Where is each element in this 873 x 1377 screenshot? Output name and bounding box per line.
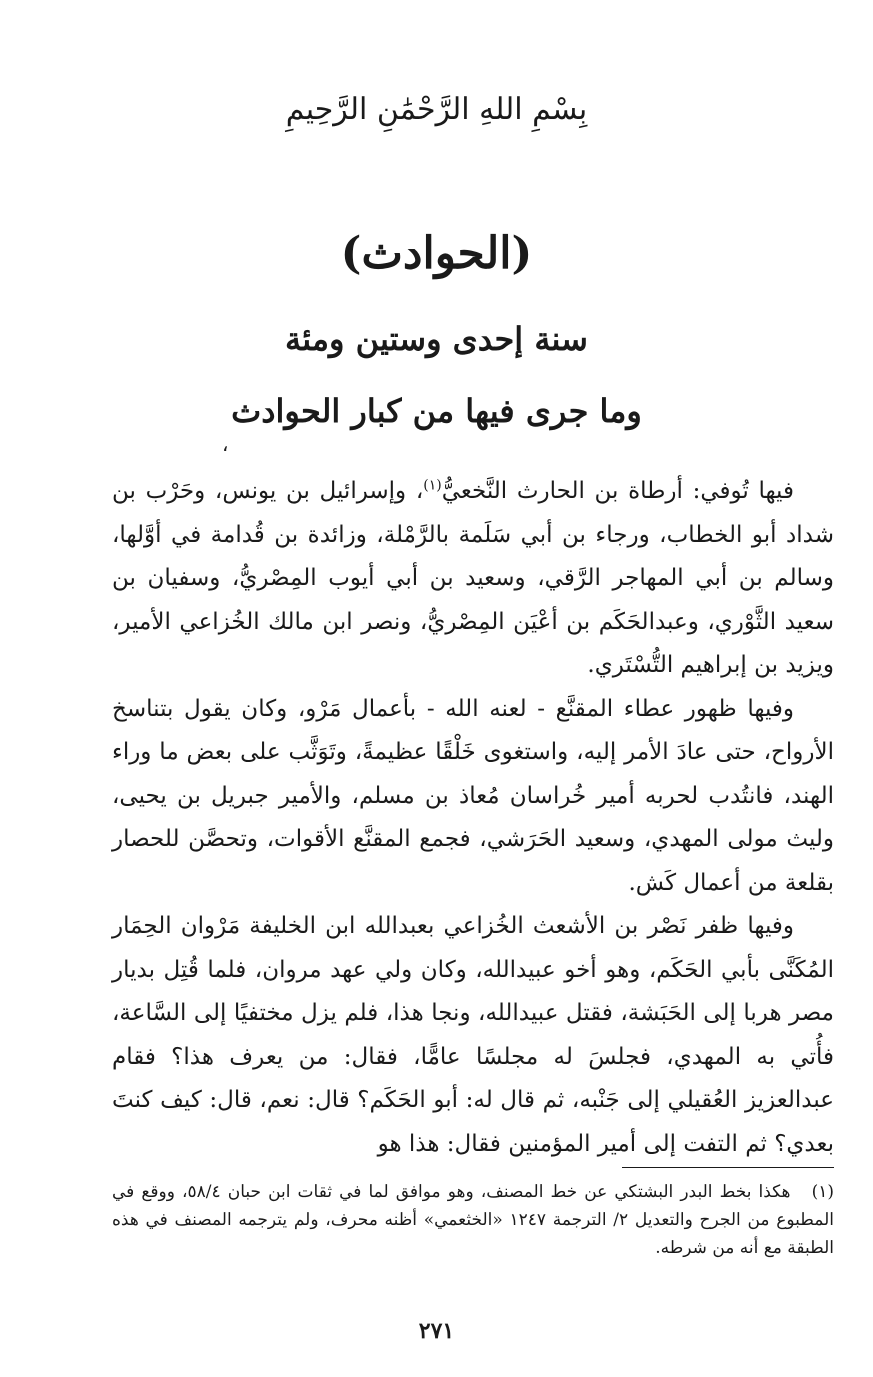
section-title: (الحوادث) — [340, 228, 533, 279]
page-number: ٢٧١ — [418, 1318, 455, 1344]
stray-mark: ، — [222, 432, 229, 456]
paragraph-deaths-rest: ، وإسرائيل بن يونس، وحَرْب بن شداد أبو الخطاب، ورجاء بن أبي سَلَمة بالرَّمْلة، وزائدة بن قُدامة في أوَّلها، وسالم بن أبي المهاجر الرَّقي، وسعيد بن أبي أيوب المِصْريُّ، وسفيان بن سعيد الثَّوْري، وعبدالحَكَم بن أعْيَن المِصْريُّ، ونصر ابن مالك الخُزاعي الأمير، ويزيد بن إبراهيم التُّسْتَري. — [112, 478, 834, 678]
paragraph-deaths-start: فيها تُوفي: أرطاة بن الحارث النَّخعيُّ — [441, 478, 794, 504]
subtitle-heading: وما جرى فيها من كبار الحوادث — [231, 392, 642, 430]
footnote-divider — [622, 1167, 834, 1168]
paragraph-deaths — [112, 470, 834, 688]
footnote-reference[interactable]: (١) — [423, 477, 442, 494]
year-heading: سنة إحدى وستين ومئة — [285, 320, 588, 358]
footnote — [112, 1178, 834, 1262]
main-text — [112, 470, 834, 1166]
paragraph-muqanna: وفيها ظهور عطاء المقنَّع - لعنه الله - بأعمال مَرْو، وكان يقول بتناسخ الأرواح، حتى عادَ الأمر إليه، واستغوى خَلْقًا عظيمةً، وتَوَثَّب على بعض ما وراء الهند، فانتُدب لحربه أمير خُراسان مُعاذ بن مسلم، والأمير جبريل بن يحيى، وليث مولى المهدي، وسعيد الحَرَشي، فجمع المقنَّع الأقوات، وتحصَّن للحصار بقلعة من أعمال كَش. — [112, 695, 834, 896]
basmala-header — [0, 92, 873, 127]
footnote-text: هكذا بخط البدر البشتكي عن خط المصنف، وهو موافق لما في ثقات ابن حبان ٥٨/٤، ووقع في المطبوع من الجرح والتعديل ٢/ الترجمة ١٢٤٧ «الخثعمي» أظنه محرف، ولم يترجمه المصنف في هذه الطبقة مع أنه من شرطه. — [112, 1182, 834, 1258]
paragraph-nasr: وفيها ظفر نَصْر بن الأشعث الخُزاعي بعبدالله ابن الخليفة مَرْوان الحِمَار المُكَنَّى بأبي الحَكَم، وهو أخو عبيدالله، وكان ولي عهد مروان، فلما قُتِل بديار مصر هربا إلى الحَبَشة، فقتل عبيدالله، ونجا هذا، فلم يزل مختفيًا إلى السَّاعة، فأُتي به المهدي، فجلسَ له مجلسًا عامًّا، فقال: من يعرف هذا؟ فقام عبدالعزيز العُقيلي إلى جَنْبه، ثم قال له: أبو الحَكَم؟ قال: نعم، قال: كيف كنتَ بعدي؟ ثم التفت إلى أمير المؤمنين فقال: هذا هو — [112, 913, 834, 1157]
basmala-text: بِسْمِ اللهِ الرَّحْمَٰنِ الرَّحِيمِ — [285, 92, 588, 127]
footnote-number: (١) — [811, 1182, 834, 1202]
